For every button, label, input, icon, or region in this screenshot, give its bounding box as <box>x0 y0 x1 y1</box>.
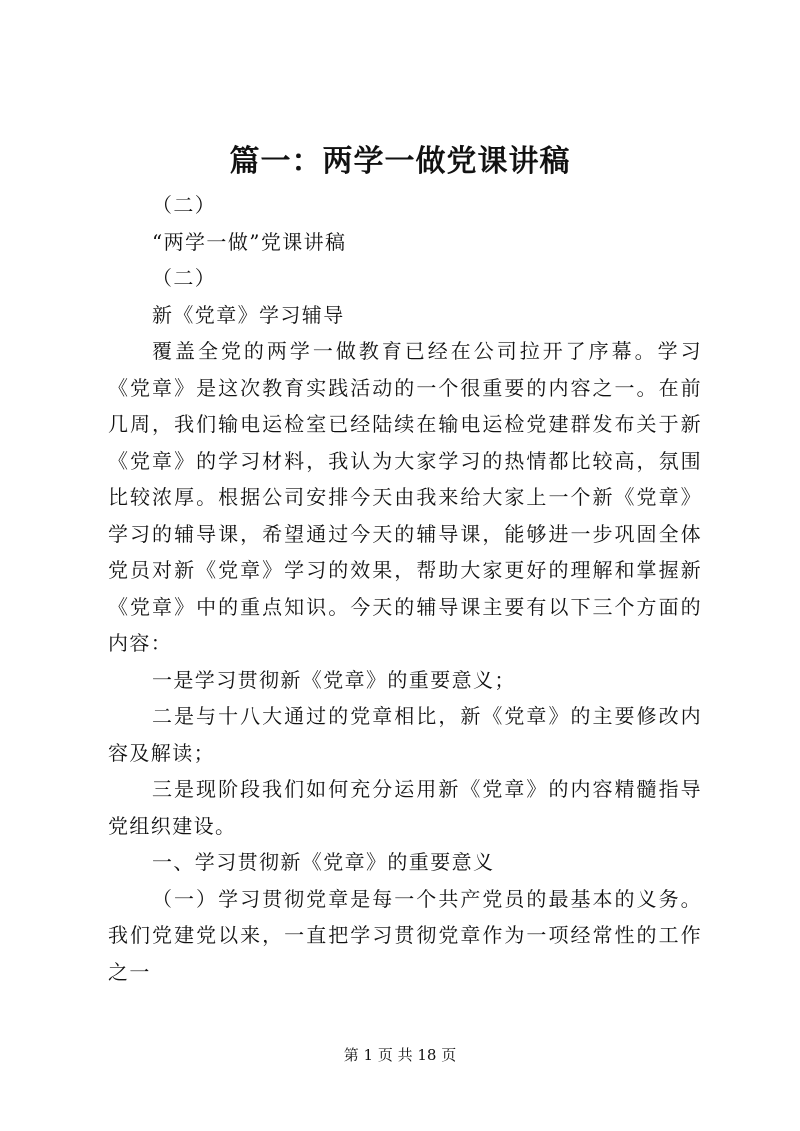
paragraph-section-mark-1: （二） <box>152 193 217 217</box>
paragraph-section-heading: 一、学习贯彻新《党章》的重要意义 <box>152 850 495 874</box>
document-body <box>108 187 702 990</box>
paragraph-point-1: 一是学习贯彻新《党章》的重要意义； <box>152 667 516 692</box>
paragraph-intro: 覆盖全党的两学一做教育已经在公司拉开了序幕。学习《党章》是这次教育实践活动的一个很重要的内容之一。在前几周，我们输电运检室已经陆续在输电运检党建群发布关于新《党章》的学习材料，我认为大家学习的热情都比较高，氛围比较浓厚。根据公司安排今天由我来给大家上一个新《党章》学习的辅导课，希望通过今天的辅导课，能够进一步巩固全体党员对新《党章》学习的效果，帮助大家更好的理解和掌握新《党章》中的重点知识。今天的辅导课主要有以下三个方面的内容： <box>108 339 702 655</box>
paragraph-point-2: 二是与十八大通过的党章相比，新《党章》的主要修改内容及解读； <box>108 704 702 765</box>
paragraph-subtitle: 新《党章》学习辅导 <box>152 302 345 327</box>
paragraph-point-3: 三是现阶段我们如何充分运用新《党章》的内容精髓指导党组织建设。 <box>108 777 702 838</box>
paragraph-section-mark-2: （二） <box>152 266 217 290</box>
document-title: 篇一：两学一做党课讲稿 <box>229 144 571 179</box>
paragraph-lecture-title: “两学一做”党课讲稿 <box>152 229 347 254</box>
paragraph-subsection-1: （一）学习贯彻党章是每一个共产党员的最基本的义务。我们党建党以来，一直把学习贯彻党章作为一项经常性的工作之一 <box>108 886 702 984</box>
page-footer: 第 1 页 共 18 页 <box>343 1046 457 1064</box>
